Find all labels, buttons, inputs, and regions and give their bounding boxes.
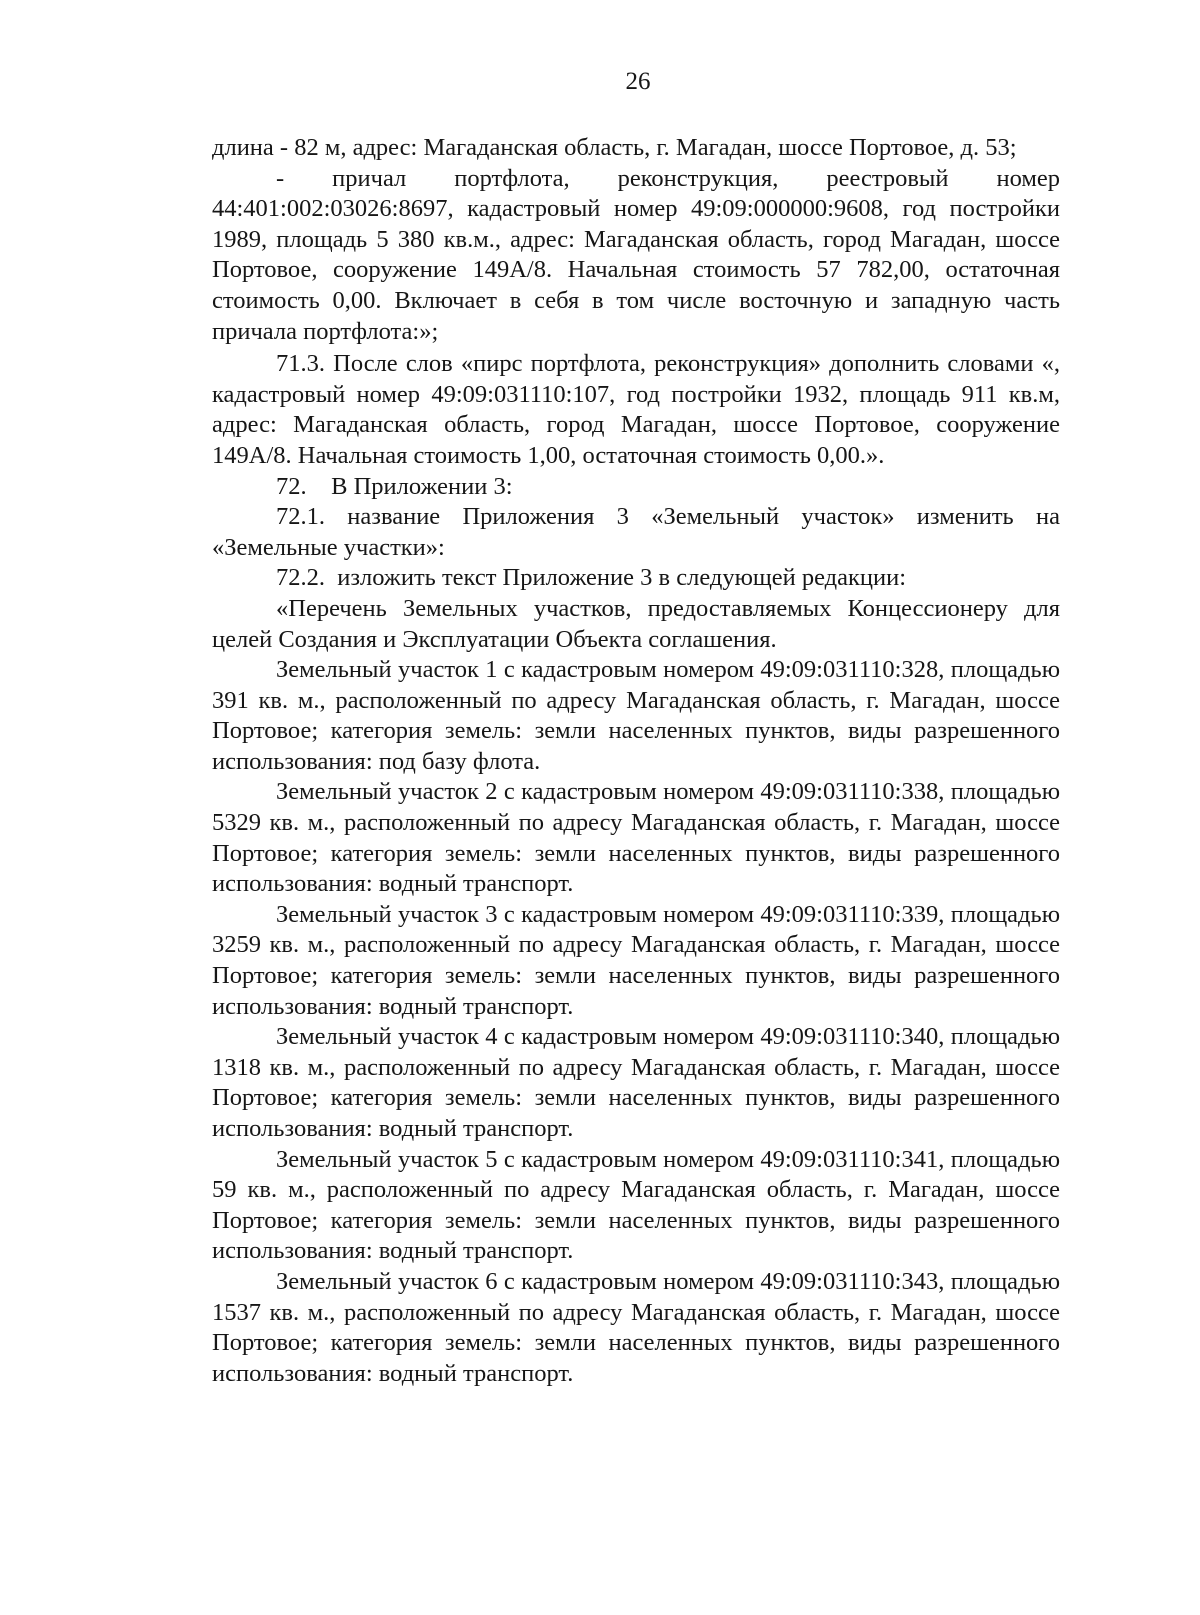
paragraph-land-plot-1: Земельный участок 1 с кадастровым номером 49:09:031110:328, площадью 391 кв. м., расположенный по адресу Магаданская область, г. Магадан, шоссе Портовое; категория земель: земли населенных пунктов, виды разрешенного использования: под базу флота.: [212, 656, 1060, 775]
paragraph-72-1: 72.1. название Приложения 3 «Земельный участок» изменить на «Земельные участки»:: [212, 503, 1060, 561]
document-body: [212, 133, 1060, 1389]
paragraph-72-2: 72.2. изложить текст Приложение 3 в следующей редакции:: [276, 564, 907, 592]
paragraph-72: 72. В Приложении 3:: [276, 472, 513, 500]
paragraph-land-plot-2: Земельный участок 2 с кадастровым номером 49:09:031110:338, площадью 5329 кв. м., расположенный по адресу Магаданская область, г. Магадан, шоссе Портовое; категория земель: земли населенных пунктов, виды разрешенного использования: водный транспорт.: [212, 778, 1060, 898]
paragraph-list-heading: «Перечень Земельных участков, предоставляемых Концессионеру для целей Создания и Эксплуатации Объекта соглашения.: [212, 594, 1060, 653]
paragraph-length-address: длина - 82 м, адрес: Магаданская область, г. Магадан, шоссе Портовое, д. 53;: [212, 134, 1017, 161]
paragraph-land-plot-3: Земельный участок 3 с кадастровым номером 49:09:031110:339, площадью 3259 кв. м., расположенный по адресу Магаданская область, г. Магадан, шоссе Портовое; категория земель: земли населенных пунктов, виды разрешенного использования: водный транспорт.: [212, 900, 1060, 1020]
paragraph-berth-portflot: - причал портфлота, реконструкция, реестровый номер 44:401:002:03026:8697, кадастровый номер 49:09:000000:9608, год постройки 1989, площадь 5 380 кв.м., адрес: Магаданская область, город Магадан, шоссе Портовое, сооружение 149А/8. Начальная стоимость 57 782,00, остаточная стоимость 0,00. Включает в себя в том числе восточную и западную часть причала портфлота:»;: [212, 164, 1060, 345]
page-number: 26: [625, 68, 651, 95]
paragraph-land-plot-4: Земельный участок 4 с кадастровым номером 49:09:031110:340, площадью 1318 кв. м., расположенный по адресу Магаданская область, г. Магадан, шоссе Портовое; категория земель: земли населенных пунктов, виды разрешенного использования: водный транспорт.: [212, 1023, 1060, 1142]
paragraph-land-plot-6: Земельный участок 6 с кадастровым номером 49:09:031110:343, площадью 1537 кв. м., расположенный по адресу Магаданская область, г. Магадан, шоссе Портовое; категория земель: земли населенных пунктов, виды разрешенного использования: водный транспорт.: [212, 1267, 1060, 1387]
paragraph-land-plot-5: Земельный участок 5 с кадастровым номером 49:09:031110:341, площадью 59 кв. м., расположенный по адресу Магаданская область, г. Магадан, шоссе Портовое; категория земель: земли населенных пунктов, виды разрешенного использования: водный транспорт.: [212, 1145, 1060, 1265]
paragraph-71-3: 71.3. После слов «пирс портфлота, реконструкция» дополнить словами «, кадастровый номер 49:09:031110:107, год постройки 1932, площадь 911 кв.м, адрес: Магаданская область, город Магадан, шоссе Портовое, сооружение 149А/8. Начальная стоимость 1,00, остаточная стоимость 0,00.».: [212, 350, 1060, 469]
